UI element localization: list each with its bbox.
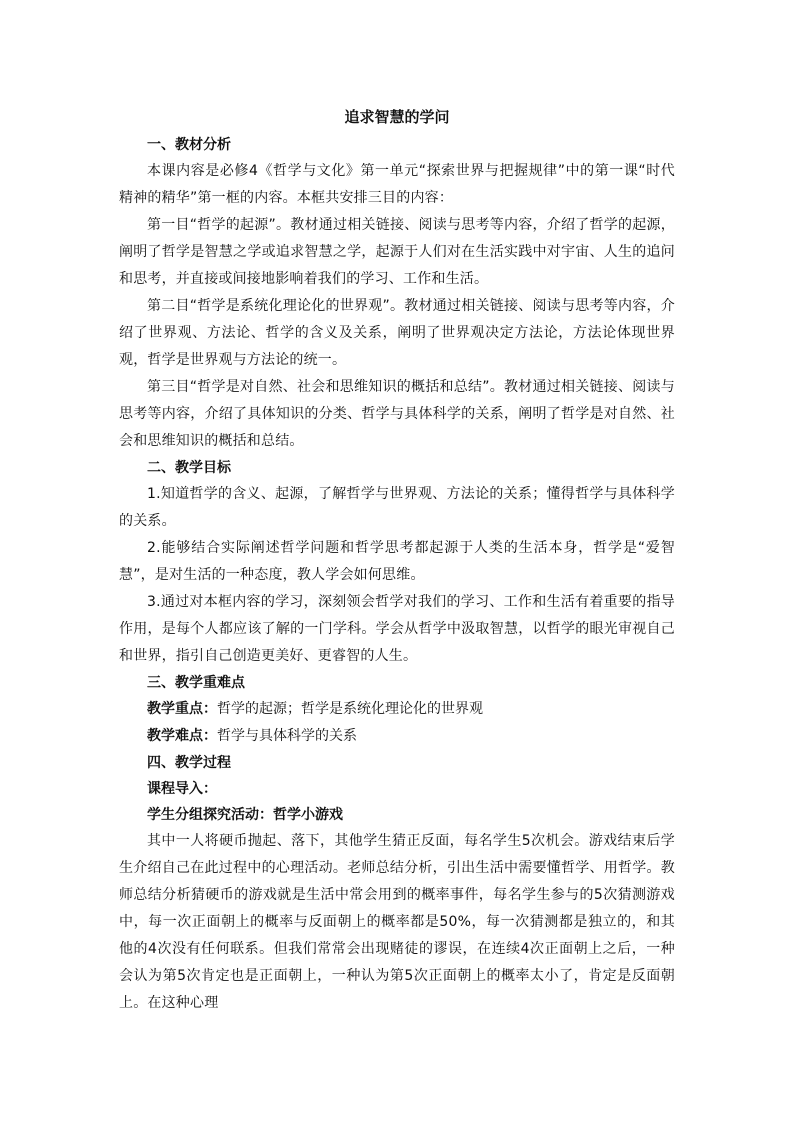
- key-point-label: 教学重点：: [147, 701, 217, 717]
- paragraph: 其中一人将硬币抛起、落下，其他学生猜正反面，每名学生5次机会。游戏结束后学生介绍自己在此过程中的心理活动。老师总结分析，引出生活中需要懂哲学、用哲学。教师总结分析猜硬币的游戏就是生活中常会用到的概率事件，每名学生参与的5次猜测游戏中，每一次正面朝上的概率与反面朝上的概率都是50%，每一次猜测都是独立的，和其他的4次没有任何联系。但我们常常会出现赌徒的谬误，在连续4次正面朝上之后，一种会认为第5次肯定也是正面朝上，一种认为第5次正面朝上的概率太小了，肯定是反面朝上。在这种心理: [119, 833, 675, 1011]
- difficult-point-value: 哲学与具体科学的关系: [217, 728, 357, 744]
- subheading-activity: 学生分组探究活动：哲学小游戏: [147, 807, 343, 823]
- section-heading-objectives: 二、教学目标: [147, 460, 231, 476]
- paragraph: 第二目“哲学是系统化理论化的世界观”。教材通过相关链接、阅读与思考等内容，介绍了世界观、方法论、哲学的含义及关系，阐明了世界观决定方法论，方法论体现世界观，哲学是世界观与方法论的统一。: [119, 298, 675, 368]
- paragraph: 第一目“哲学的起源”。教材通过相关链接、阅读与思考等内容，介绍了哲学的起源，阐明了哲学是智慧之学或追求智慧之学，起源于人们对在生活实践中对宇宙、人生的追问和思考，并直接或间接地影响着我们的学习、工作和生活。: [119, 217, 675, 287]
- difficult-point-line: [119, 723, 675, 750]
- section-heading-key-difficult: 三、教学重难点: [147, 675, 245, 691]
- paragraph: 1.知道哲学的含义、起源，了解哲学与世界观、方法论的关系；懂得哲学与具体科学的关系。: [119, 486, 675, 529]
- paragraph: 第三目“哲学是对自然、社会和思维知识的概括和总结”。教材通过相关链接、阅读与思考等内容，介绍了具体知识的分类、哲学与具体科学的关系，阐明了哲学是对自然、社会和思维知识的概括和总结。: [119, 379, 675, 449]
- paragraph: 3.通过对本框内容的学习，深刻领会哲学对我们的学习、工作和生活有着重要的指导作用，是每个人都应该了解的一门学科。学会从哲学中汲取智慧，以哲学的眼光审视自己和世界，指引自己创造更美好、更睿智的人生。: [119, 594, 675, 664]
- paragraph: 本课内容是必修4《哲学与文化》第一单元“探索世界与把握规律”中的第一课“时代精神的精华”第一框的内容。本框共安排三目的内容：: [119, 163, 675, 206]
- key-point-value: 哲学的起源；哲学是系统化理论化的世界观: [217, 701, 483, 717]
- paragraph: 2.能够结合实际阐述哲学问题和哲学思考都起源于人类的生活本身，哲学是“爱智慧”，是对生活的一种态度，教人学会如何思维。: [119, 540, 675, 583]
- section-heading-process: 四、教学过程: [147, 755, 231, 771]
- key-point-line: [119, 696, 675, 723]
- document-title: 追求智慧的学问: [344, 108, 450, 126]
- document-page: [119, 106, 675, 1017]
- difficult-point-label: 教学难点：: [147, 728, 217, 744]
- subheading-intro: 课程导入：: [147, 781, 217, 797]
- section-heading-analysis: 一、教材分析: [147, 137, 231, 153]
